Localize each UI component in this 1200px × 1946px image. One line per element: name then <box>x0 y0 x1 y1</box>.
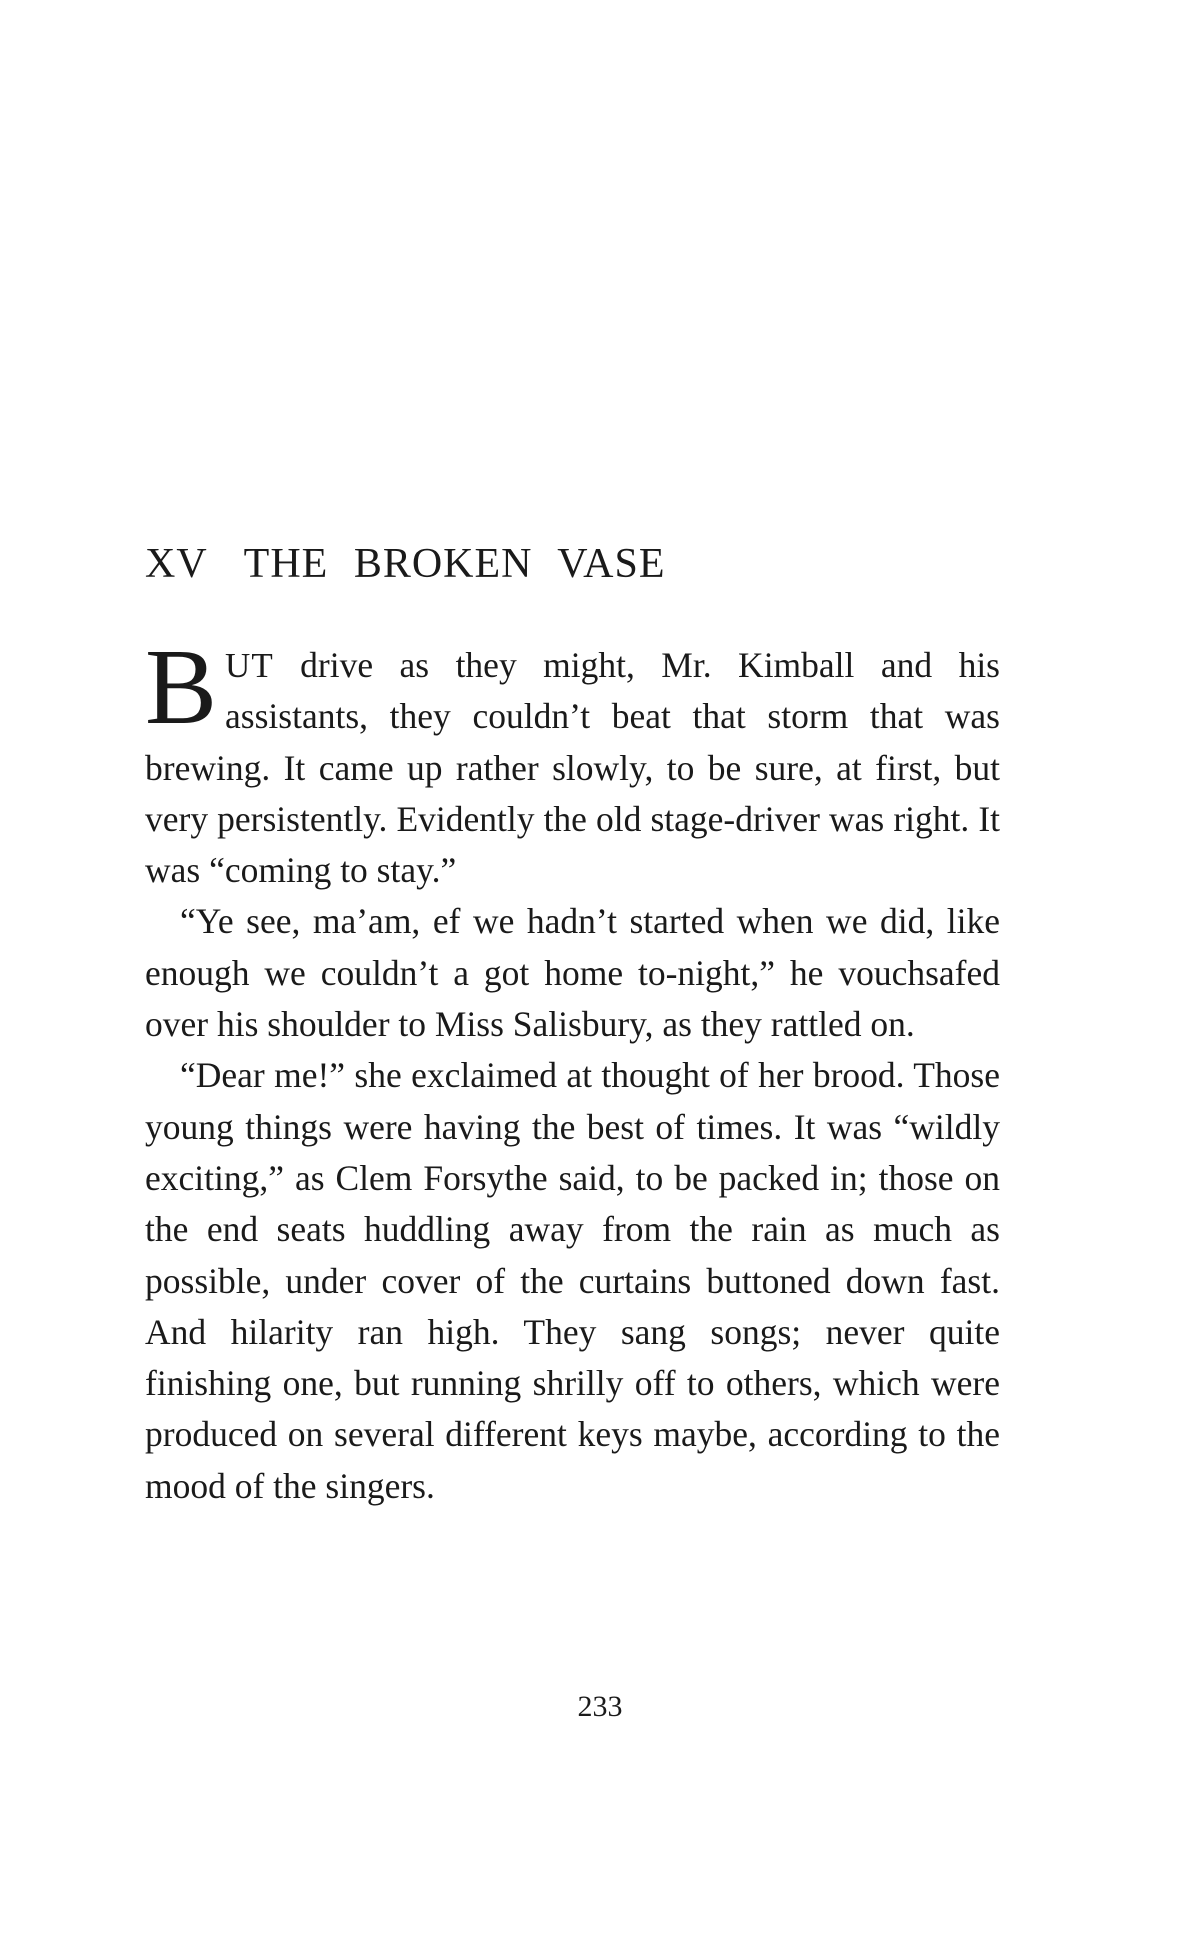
page-number: 233 <box>577 1690 623 1723</box>
paragraph <box>145 628 1000 896</box>
paragraph <box>145 1050 1000 1512</box>
chapter-number: XV <box>145 541 208 587</box>
paragraph <box>145 896 1000 1050</box>
paragraph-text: “Dear me!” she exclaimed at thought of her brood. Those young things were having the best of times. It was “wildly exciting,” as Clem Forsythe said, to be packed in; those on the end seats huddling away from the rain as much as possible, under cover of the curtains buttoned down fast. And hilarity ran high. They sang songs; never quite finishing one, but running shrilly off to others, which were produced on several different keys maybe, according to the mood of the singers. <box>145 1055 1000 1506</box>
paragraph-text: drive as they might, Mr. Kimball and his assistants, they couldn’t beat that storm that was brewing. It came up rather slowly, to be sure, at first, but very persistently. Evidently the old stage-driver was right. It was “coming to stay.” <box>145 645 1000 891</box>
paragraph-text: “Ye see, ma’am, ef we hadn’t started when we did, like enough we couldn’t a got home to-night,” he vouchsafed over his shoulder to Miss Salisbury, as they rattled on. <box>145 901 1000 1045</box>
chapter-heading <box>145 540 666 588</box>
drop-cap: B <box>145 628 218 747</box>
chapter-title: THE BROKEN VASE <box>243 541 666 587</box>
chapter-body <box>145 628 1000 1512</box>
lead-word: UT <box>225 646 274 685</box>
